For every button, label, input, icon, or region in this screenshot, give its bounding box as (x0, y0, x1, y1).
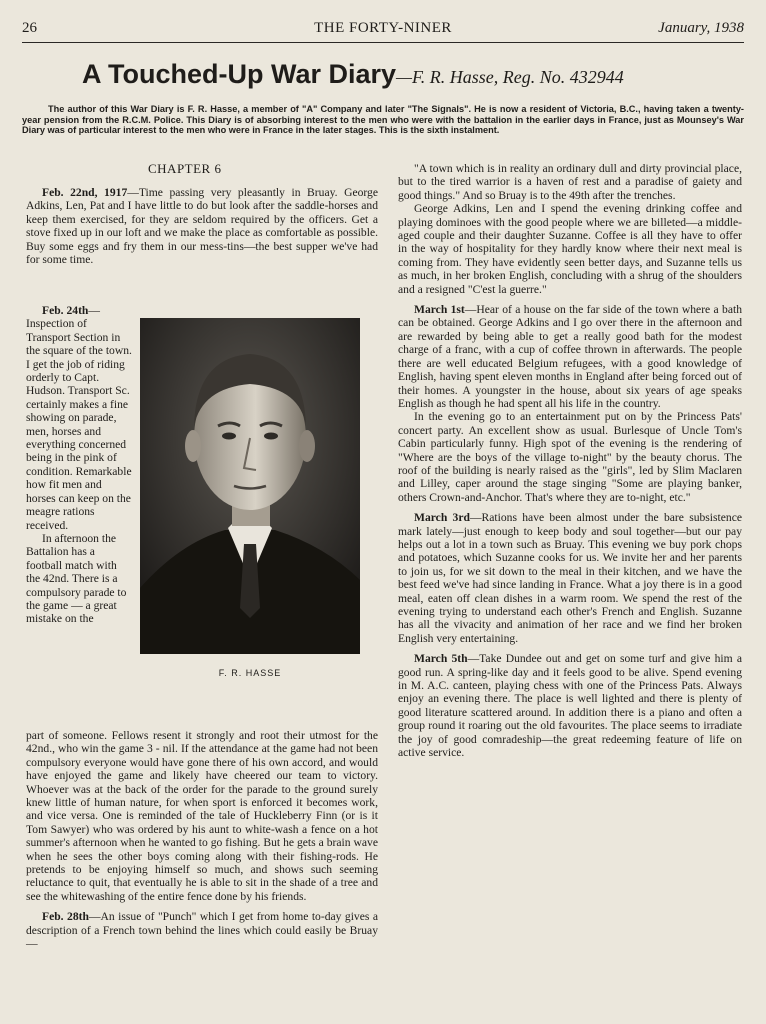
column-1-bottom (26, 729, 378, 951)
chapter-heading: CHAPTER 6 (148, 161, 222, 176)
column-1-top (26, 186, 378, 266)
author-portrait-photo (140, 318, 360, 654)
entry-text: — Inspection of Transport Section in the square of the town. I get the job of riding orderly to Capt. Hudson. Transport Sc. certainly makes a fine showing on parade, men, horses and everything concerned being in the pink of condition. Remarkable how fit men and horses can keep on the meagre rations received. (26, 304, 132, 532)
page-number: 26 (22, 20, 37, 36)
entry-text: —An issue of "Punch" which I get from home to-day gives a description of a French town behind the lines which could easily be Bruay— (26, 910, 378, 951)
entry-text: "A town which is in reality an ordinary dull and dirty provincial place, but to the tired warrior is a haven of rest and a paradise of gaiety and good things." And so Bruay is to the 49th after the trenches. (398, 162, 742, 202)
column-2 (398, 162, 742, 759)
running-header (22, 20, 744, 43)
entry-date: Feb. 24th (42, 304, 89, 317)
article-title (82, 59, 742, 90)
entry-text: —Time passing very pleasantly in Bruay. George Adkins, Len, Pat and I have little to do but look after the saddle-horses and keep them exercised, for they are seldom required by the officers. Get a stove fixed up in our loft and we make the place as comfortable as possible. Buy some eggs and fry them in our mess-tins—the best supper we've had for some time. (26, 186, 378, 267)
entry-text: —Rations have been almost under the bare subsistence mark lately—just enough to keep body and soul together—but our pay helps out a lot in a town such as Bruay. This evening we buy pork chops and potatoes, which Suzanne cooks for us. We invite her and her parents to join us, for we sit down to the meal in their kitchen, and we have the best feed we've had since landing in France. What a joy there is in a good meal, eaten off clean dishes in a warm room. We spend the rest of the evening trying to understand each other's French and English. Suzanne has all the vivacity and animation of her race and we find her broken English very entertaining. (398, 511, 742, 645)
column-1-narrow (26, 304, 132, 626)
issue-date: January, 1938 (658, 20, 744, 36)
entry-text: In the evening go to an entertainment put on by the Princess Pats' concert party. An excellent show as usual. Burlesque of Uncle Tom's Cabin particularly funny. High spot of the evening is the rendering of "Where are the boys of the village to-night" by the beauty chorus. The roof of the building is nearly raised as the "girls", led by Slim Maclaren and Lilley, caper around the stage singing "Some are playing banker, others Crown-and-Anchor. That's where they are to-night, etc." (398, 410, 742, 504)
entry-text: —Hear of a house on the far side of the town where a bath can be obtained. George Adkins and I go over there in the afternoon and are rewarded by being able to get a really good bath for the modest charge of a franc, with a cup of coffee thrown in afterwards. The people there are well educated Belgium refugees, with a good knowledge of English, having spent eleven months in England after being forced out of their homes. A youngster in the house, about six years of age speaks English as though he had spent all his life in the country. (398, 303, 743, 410)
photo-caption: F. R. HASSE (218, 668, 282, 678)
entry-text: —Take Dundee out and get on some turf and give him a good run. A spring-like day and it feels good to be alive. Spend evening in M. A.C. canteen, playing chess with one of the Princess Pats. Always enjoy an evening there. The place is well lighted and there is plenty of good literature scattered around. In addition there is a piano and often a group round it roaring out the old favourites. The place seems to irradiate the joy of good comradeship—the great redeeming feature of life on active service. (398, 652, 742, 760)
article-title-main: A Touched-Up War Diary (82, 59, 397, 89)
article-intro: The author of this War Diary is F. R. Hasse, a member of "A" Company and later "The Signals". He is now a resident of Victoria, B.C., having taken a twenty-year pension from the R.C.M. Police. This Diary is of absorbing interest to the men who were with the battalion in the earlier days in France, just as Mounsey's War Diary was of particular interest to the men who were in France in the later stages. This is the sixth instalment. (22, 104, 744, 136)
entry-date: March 5th (414, 652, 468, 666)
entry-date: March 1st (414, 303, 465, 317)
entry-date: March 3rd (414, 511, 470, 525)
entry-text: part of someone. Fellows resent it strongly and root their utmost for the 42nd., who win the game 3 - nil. If the attendance at the game had not been compulsory everyone would have gone there of his own accord, and would have enjoyed the game and likely have cheered our team to victory. Whoever was at the back of the order for the parade to the ground surely knew little of human nature, for when sport is enforced it becomes work, and vice versa. One is reminded of the tale of Huckleberry Finn (or is it Tom Sawyer) who was ordered by his aunt to white-wash a fence on a hot summer's afternoon when he wanted to go fishing. But he gets a brain wave when he sees the other boys coming along with their fishing-rods. He pretends to be enjoying himself so much, and shows such seeming reluctance to quit, that eventually he is able to sit in the shade of a tree and see the whitewashing of the entire fence done by his friends. (26, 729, 378, 903)
entry-text: In afternoon the Battalion has a football match with the 42nd. There is a compulsory parade to the game — a great mistake on the (26, 531, 127, 626)
magazine-title: THE FORTY-NINER (314, 20, 452, 36)
entry-date: Feb. 28th (42, 910, 89, 924)
entry-date: Feb. 22nd, 1917 (42, 186, 128, 199)
article-author: —F. R. Hasse, Reg. No. 432944 (396, 67, 624, 87)
entry-text: George Adkins, Len and I spend the evening drinking coffee and playing dominoes with the good people where we are billeted—a middle-aged couple and their daughter Suzanne. Coffee is all they have to offer in the way of hospitality for they hardly know where their next meal is coming from. They have evidently seen better days, and Suzanne tells us as much, in her broken English, concluding with a shrug of the shoulders and a resigned "C'est la guerre." (398, 202, 742, 296)
